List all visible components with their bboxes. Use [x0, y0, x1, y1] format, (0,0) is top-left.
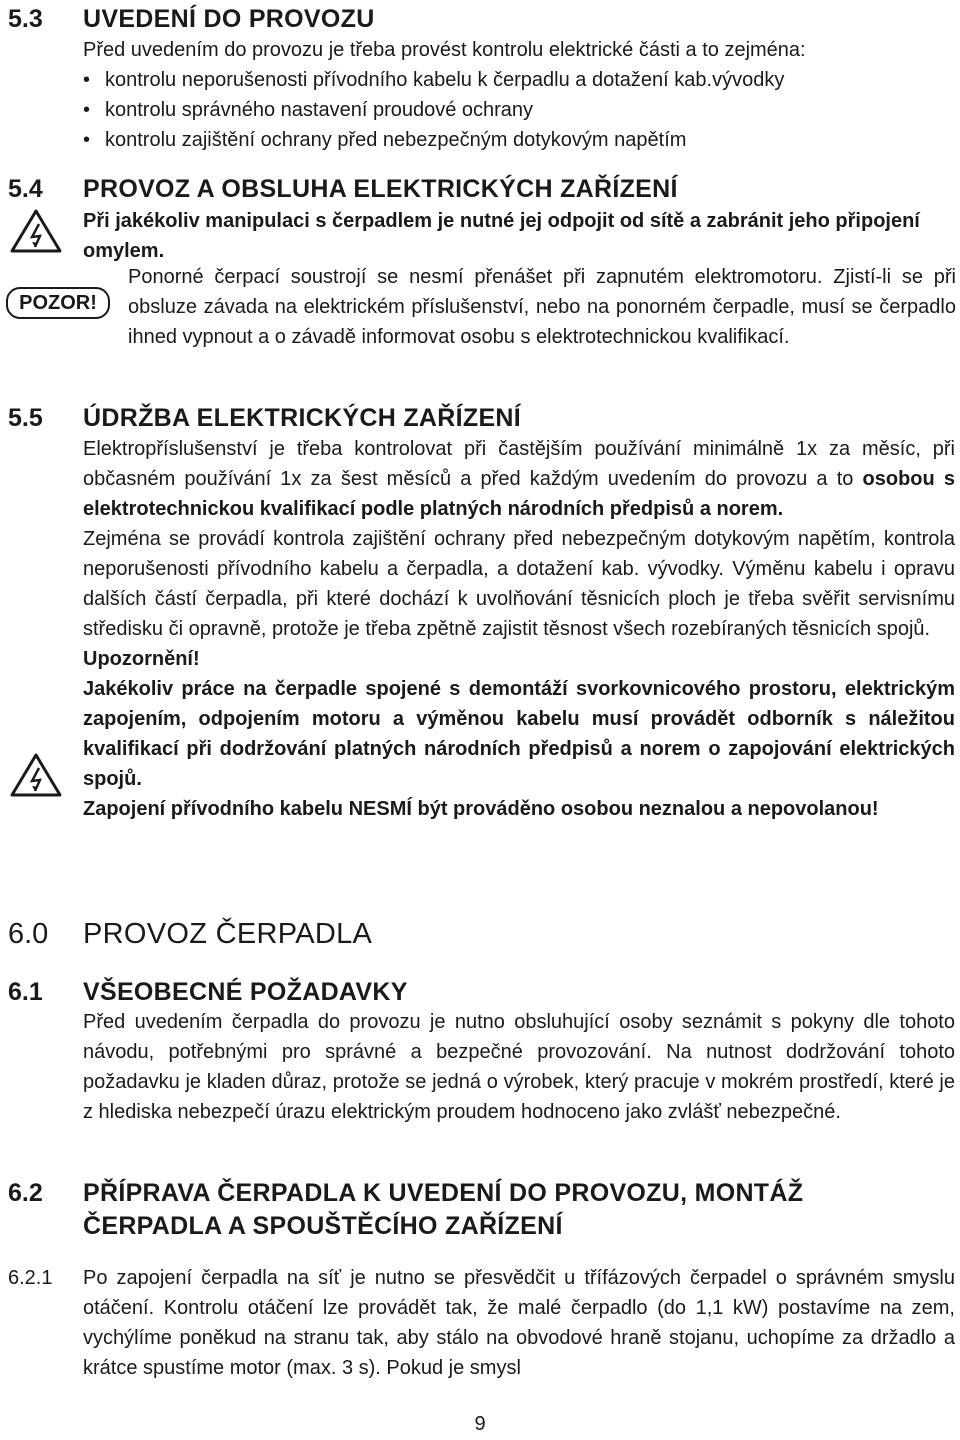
section-number: 6.0 — [8, 918, 49, 950]
electric-hazard-icon — [10, 208, 62, 254]
section-5-5-body — [83, 434, 955, 824]
electric-hazard-icon — [10, 752, 62, 798]
notice-label: Upozornění! — [83, 648, 200, 670]
section-number: 6.1 — [8, 978, 43, 1006]
section-number: 6.2 — [8, 1179, 43, 1207]
section-body — [83, 35, 955, 155]
paragraph-emphasis: osobou s elektrotechnickou kvalifikací podle platných národních předpisů a norem. — [83, 468, 956, 520]
list-item: • kontrolu zajištění ochrany před nebezpečným dotykovým napětím — [83, 125, 955, 155]
subsection-number: 6.2.1 — [8, 1267, 53, 1289]
section-title-line: PŘÍPRAVA ČERPADLA K UVEDENÍ DO PROVOZU, MONTÁŽ — [83, 1179, 804, 1207]
pozor-note: Ponorné čerpací soustrojí se nesmí přenášet při zapnutém elektromotoru. Zjistí-li se při obsluze závada na elektrickém příslušenství, nebo na ponorném čerpadle, musí se čerpadlo ihned vypnout a o závadě informovat osobu s elektrotechnickou kvalifikací. — [128, 266, 956, 348]
section-title: ÚDRŽBA ELEKTRICKÝCH ZAŘÍZENÍ — [83, 404, 522, 432]
section-number: 5.4 — [8, 175, 43, 203]
warning-text: Při jakékoliv manipulaci s čerpadlem je nutné jej odpojit od sítě a zabránit jeho připojení omylem. — [83, 210, 920, 262]
paragraph — [83, 434, 955, 524]
paragraph: Po zapojení čerpadla na síť je nutno se přesvědčit u třífázových čerpadel o správném smyslu otáčení. Kontrolu otáčení lze provádět tak, že malé čerpadlo (do 1,1 kW) postavíme na zem, vychýlíme poněkud na stranu tak, aby stálo na obvodové hraně stojanu, uchopíme za držadlo a krátce spustíme motor (max. 3 s). Pokud je smysl — [83, 1267, 955, 1379]
section-title: PROVOZ A OBSLUHA ELEKTRICKÝCH ZAŘÍZENÍ — [83, 175, 678, 203]
list-item: • kontrolu neporušenosti přívodního kabelu k čerpadlu a dotažení kab.vývodky — [83, 65, 955, 95]
chapter-title: PROVOZ ČERPADLA — [83, 918, 373, 950]
notice-paragraph: Jakékoliv práce na čerpadle spojené s demontáží svorkovnicového prostoru, elektrickým zapojením, odpojením motoru a výměnou kabelu musí provádět odborník s náležitou kvalifikací při dodržování platných národních předpisů a norem o zapojování elektrických spojů. — [83, 678, 955, 790]
section-title: VŠEOBECNÉ POŽADAVKY — [83, 978, 408, 1006]
page-number: 9 — [474, 1413, 486, 1435]
list-item: • kontrolu správného nastavení proudové ochrany — [83, 95, 955, 125]
check-list — [83, 65, 955, 155]
paragraph: Před uvedením čerpadla do provozu je nutno obsluhující osoby seznámit s pokyny dle tohoto návodu, potřebnými pro správné a bezpečné provozování. Na nutnost dodržování tohoto požadavku je kladen důraz, protože se jedná o výrobek, který pracuje v mokrém prostředí, které je z hlediska nebezpečí úrazu elektrickým proudem hodnoceno jako zvlášť nebezpečné. — [83, 1011, 955, 1123]
section-number: 5.3 — [8, 5, 43, 33]
section-title-line: ČERPADLA A SPOUŠTĚCÍHO ZAŘÍZENÍ — [83, 1212, 563, 1240]
notice-paragraph: Zapojení přívodního kabelu NESMÍ být prováděno osobou neznalou a nepovolanou! — [83, 798, 879, 820]
section-number: 5.5 — [8, 404, 43, 432]
section-title: UVEDENÍ DO PROVOZU — [83, 5, 375, 33]
pozor-badge: POZOR! — [6, 287, 110, 319]
paragraph-text: Elektropříslušenství je třeba kontrolovat při častějším používání minimálně 1x za měsíc, při občasném používání 1x za šest měsíců a před každým uvedením do provozu a to — [83, 438, 955, 490]
intro-paragraph: Před uvedením do provozu je třeba provést kontrolu elektrické části a to zejména: — [83, 39, 806, 61]
paragraph: Zejména se provádí kontrola zajištění ochrany před nebezpečným dotykovým napětím, kontrola neporušenosti přívodního kabelu a čerpadla, a dotažení kab. vývodky. Výměnu kabelu i opravu dalších částí čerpadla, při které dochází k uvolňování těsnicích ploch je třeba svěřit servisnímu středisku či opravně, protože je třeba zpětně zajistit těsnost všech rozebíraných těsnicích spojů. — [83, 528, 955, 640]
